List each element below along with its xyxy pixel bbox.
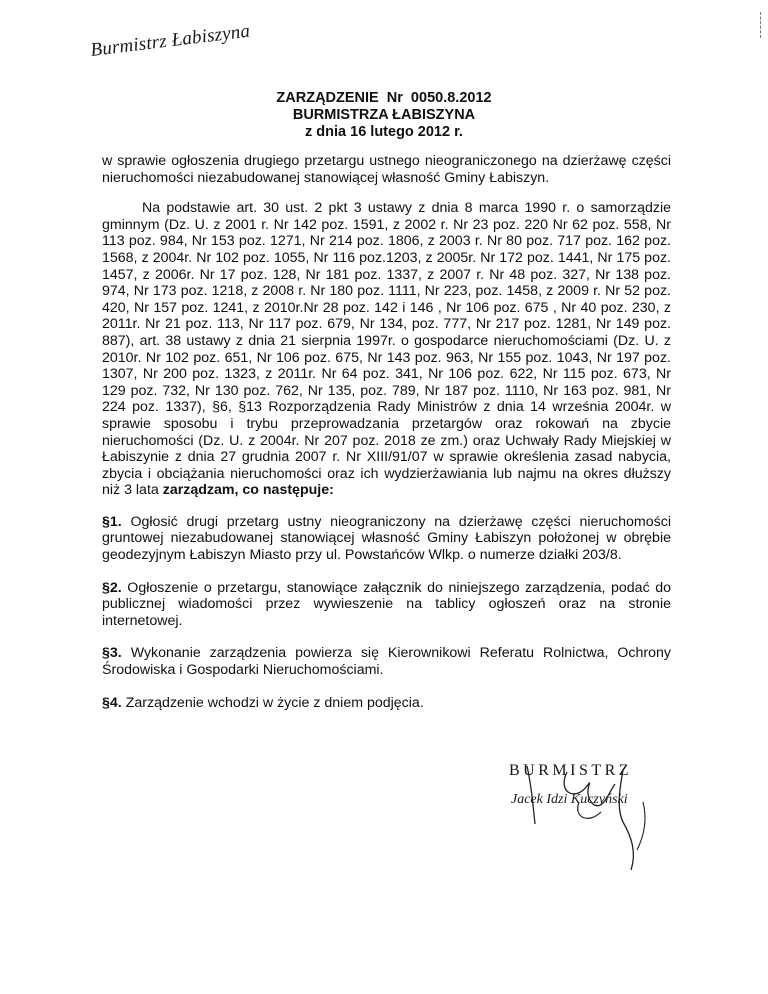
- section-text: Wykonanie zarządzenia powierza się Kierownikowi Referatu Rolnictwa, Ochrony Środowiska i Gospodarki Nieruchomościami.: [102, 645, 671, 679]
- issuing-authority: BURMISTRZA ŁABISZYNA: [292, 107, 476, 123]
- legal-basis-text: Na podstawie art. 30 ust. 2 pkt 3 ustawy z dnia 8 marca 1990 r. o samorządzie gminnym (Dz. U. z 2001 r. Nr 142 poz. 1591, z 2002 r. Nr 23 poz. 220 Nr 62 poz. 558, Nr 113 poz. 984, Nr 153 poz. 1271, Nr 214 poz. 1806, z 2003 r. Nr 80 poz. 717 poz. 162 poz. 1568, z 2004r. Nr 102 poz. 1055, Nr 116 poz.1203, z 2005r. Nr 172 poz. 1441, Nr 175 poz. 1457, z 2006r. Nr 17 poz. 128, Nr 181 poz. 1337, z 2007 r. Nr 48 poz. 327, Nr 138 poz. 974, Nr 173 poz. 1218, z 2008 r. Nr 180 poz. 1111, Nr 223, poz. 1458, z 2009 r. Nr 52 poz. 420, Nr 157 poz. 1241, z 2010r.Nr 28 poz. 142 i 146 , Nr 106 poz. 675 , Nr 40 poz. 230, z 2011r. Nr 21 poz. 113, Nr 117 poz. 679, Nr 134, poz. 777, Nr 217 poz. 1281, Nr 149 poz. 887), art. 38 ustawy z dnia 21 sierpnia 1997r. o gospodarce nieruchomościami (Dz. U. z 2010r. Nr 102 poz. 651, Nr 106 poz. 675, Nr 143 poz. 963, Nr 155 poz. 1043, Nr 197 poz. 1307, Nr 200 poz. 1323, z 2011r. Nr 64 poz. 341, Nr 106 poz. 622, Nr 115 poz. 673, Nr 129 poz. 732, Nr 130 poz. 762, Nr 135, poz. 789, Nr 187 poz. 1110, Nr 163 poz. 981, Nr 224 poz. 1337), §6, §13 Rozporządzenia Rady Ministrów z dnia 14 września 2004r. w sprawie sposobu i trybu przeprowadzania przetargów oraz rokowań na zbycie nieruchomości (Dz. U. z 2004r. Nr 207 poz. 2018 ze zm.) oraz Uchwały Rady Miejskiej w Łabiszynie z dnia 27 grudnia 2007 r. Nr XIII/91/07 w sprawie określenia zasad nabycia, zbycia i obciążania nieruchomości oraz ich wydzierżawiania lub najmu na okres dłuższy niż 3 lata: [102, 200, 671, 499]
- section-2: [102, 580, 671, 630]
- scan-edge-mark: [760, 12, 762, 38]
- section-number: §2.: [102, 579, 122, 596]
- document-body: [102, 153, 671, 727]
- section-text: Ogłosić drugi przetarg ustny nieograniczony na dzierżawę części nieruchomości gruntowej niezabudowanej stanowiącej własność Gminy Łabiszyn położonej w obrębie geodezyjnym Łabiszyn Miasto przy ul. Powstańców Wlkp. o numerze działki 203/8.: [102, 513, 671, 564]
- decision-phrase: zarządzam, co następuje:: [162, 482, 334, 499]
- signature-block: [497, 762, 697, 880]
- subject-paragraph: w sprawie ogłoszenia drugiego przetargu ustnego nieograniczonego na dzierżawę części nieruchomości niezabudowanej stanowiącej własność Gminy Łabiszyn.: [102, 153, 671, 186]
- section-text: Ogłoszenie o przetargu, stanowiące załącznik do niniejszego zarządzenia, podać do publicznej wiadomości przez wywieszenie na tablicy ogłoszeń oraz na stronie internetowej.: [102, 579, 671, 629]
- handwritten-signature-icon: [497, 762, 697, 880]
- section-4: [102, 695, 671, 712]
- legal-basis-paragraph: [102, 200, 671, 499]
- issue-date: z dnia 16 lutego 2012 r.: [305, 124, 463, 140]
- ordinance-number: ZARZĄDZENIE Nr 0050.8.2012: [276, 90, 492, 106]
- section-number: §4.: [102, 694, 122, 711]
- signature-title: BURMISTRZ: [509, 762, 633, 779]
- section-number: §1.: [102, 513, 122, 530]
- document-header: [0, 90, 768, 141]
- section-3: [102, 645, 671, 678]
- section-1: [102, 514, 671, 564]
- office-stamp: Burmistrz Łabiszyna: [89, 20, 252, 62]
- signatory-name: Jacek Idzi Kuczyński: [511, 792, 628, 807]
- section-text: Zarządzenie wchodzi w życie z dniem podjęcia.: [125, 694, 424, 711]
- section-number: §3.: [102, 645, 122, 662]
